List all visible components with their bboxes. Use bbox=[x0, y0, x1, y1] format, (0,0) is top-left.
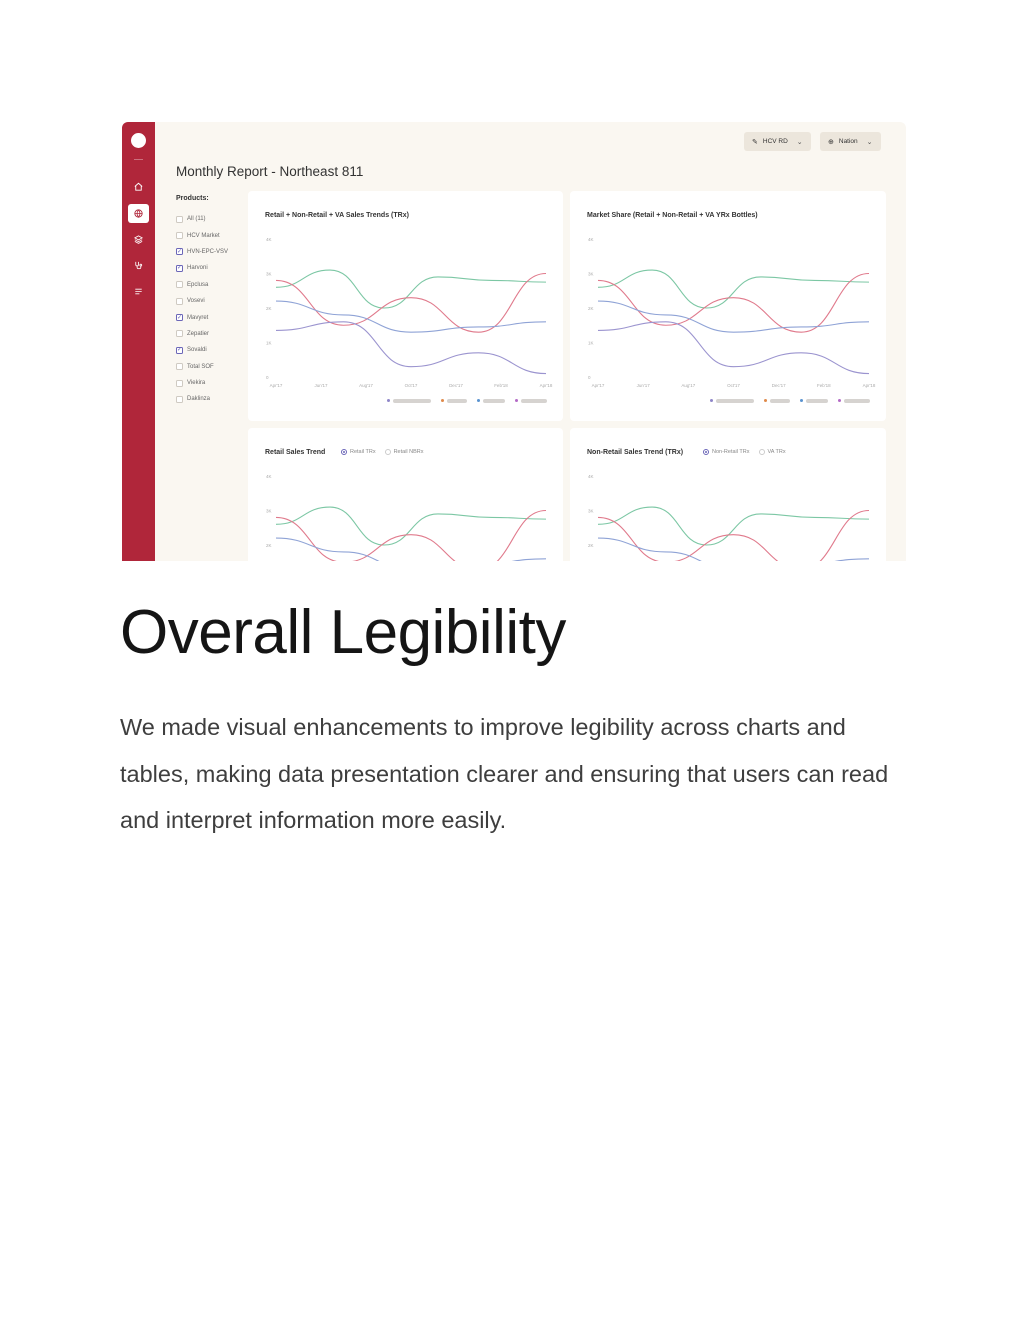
product-checkbox[interactable]: ✓ bbox=[176, 314, 183, 321]
radio-option[interactable] bbox=[385, 449, 424, 455]
rail-item-globe[interactable] bbox=[128, 204, 149, 223]
legend-placeholder bbox=[447, 399, 467, 403]
series-line bbox=[598, 322, 869, 374]
legend-placeholder bbox=[483, 399, 505, 403]
product-label: Mavyret bbox=[187, 314, 209, 321]
series-line bbox=[276, 507, 546, 545]
product-checkbox[interactable]: ✓ bbox=[176, 265, 183, 272]
x-tick-label: Aug'17 bbox=[681, 383, 696, 388]
chart-legend bbox=[710, 399, 870, 403]
x-tick-label: Oct'17 bbox=[727, 383, 740, 388]
x-tick-label: Apr'17 bbox=[591, 383, 605, 388]
line-chart bbox=[570, 428, 886, 561]
legend-item[interactable] bbox=[477, 399, 505, 403]
chart-title: Retail Sales Trend bbox=[265, 449, 326, 456]
rail-item-home[interactable] bbox=[128, 177, 149, 196]
y-tick-label: 2K bbox=[266, 306, 272, 311]
y-tick-label: 0 bbox=[266, 375, 269, 380]
radio-label: VA TRx bbox=[767, 449, 786, 455]
home-icon bbox=[133, 181, 144, 192]
dashboard-screenshot bbox=[122, 122, 906, 561]
product-checkbox[interactable] bbox=[176, 298, 183, 305]
y-tick-label: 4K bbox=[588, 237, 594, 242]
radio-dot[interactable] bbox=[703, 449, 709, 455]
legend-swatch bbox=[515, 399, 518, 402]
product-filter-item[interactable] bbox=[176, 277, 228, 293]
product-label: Total SOF bbox=[187, 363, 214, 370]
legend-item[interactable] bbox=[800, 399, 828, 403]
x-tick-label: Aug'17 bbox=[359, 383, 373, 388]
legend-placeholder bbox=[806, 399, 828, 403]
product-filter-item[interactable] bbox=[176, 211, 228, 227]
y-tick-label: 4K bbox=[266, 474, 272, 479]
y-tick-label: 2K bbox=[588, 306, 594, 311]
x-tick-label: Apr'17 bbox=[269, 383, 283, 388]
product-checkbox[interactable] bbox=[176, 232, 183, 239]
chart-card-non-retail-sales bbox=[570, 428, 886, 561]
y-tick-label: 3K bbox=[266, 271, 272, 277]
globe-icon: ⊕ bbox=[828, 138, 834, 146]
series-line bbox=[276, 274, 546, 333]
product-label: Sovaldi bbox=[187, 347, 207, 354]
y-tick-label: 1K bbox=[266, 340, 272, 346]
product-checkbox[interactable] bbox=[176, 363, 183, 370]
y-tick-label: 3K bbox=[266, 508, 272, 514]
legend-swatch bbox=[838, 399, 841, 402]
product-filter-item[interactable] bbox=[176, 326, 228, 342]
legend-placeholder bbox=[844, 399, 870, 403]
product-label: Viekira bbox=[187, 380, 206, 387]
product-filter-item[interactable] bbox=[176, 293, 228, 309]
app-logo[interactable] bbox=[131, 133, 146, 148]
non-retail-radio-group bbox=[703, 449, 786, 455]
nav-rail bbox=[122, 122, 155, 561]
x-tick-label: Jun'17 bbox=[314, 383, 328, 388]
product-checkbox[interactable] bbox=[176, 380, 183, 387]
y-tick-label: 4K bbox=[588, 474, 594, 479]
product-label: Daklinza bbox=[187, 396, 211, 403]
chart-title: Non-Retail Sales Trend (TRx) bbox=[587, 449, 684, 456]
series-line bbox=[598, 270, 869, 308]
scope-select-label: Nation bbox=[838, 138, 858, 145]
x-tick-label: Feb'18 bbox=[494, 383, 508, 388]
product-checkbox[interactable] bbox=[176, 396, 183, 403]
legend-placeholder bbox=[393, 399, 431, 403]
y-tick-label: 2K bbox=[266, 543, 272, 548]
product-filter-item[interactable] bbox=[176, 342, 228, 358]
legend-item[interactable] bbox=[387, 399, 431, 403]
chart-legend bbox=[387, 399, 547, 403]
y-tick-label: 3K bbox=[588, 508, 594, 514]
radio-label: Retail NBRx bbox=[393, 449, 424, 455]
legend-item[interactable] bbox=[441, 399, 467, 403]
rail-item-menu[interactable] bbox=[128, 282, 149, 301]
product-label: Vosevi bbox=[187, 298, 205, 305]
legend-item[interactable] bbox=[710, 399, 754, 403]
x-tick-label: Dec'17 bbox=[449, 383, 463, 388]
product-filter-item[interactable] bbox=[176, 375, 228, 391]
globe-icon bbox=[133, 208, 144, 219]
menu-lines-icon bbox=[133, 286, 144, 297]
y-tick-label: 0 bbox=[588, 375, 591, 380]
product-filter-item[interactable] bbox=[176, 391, 228, 407]
legend-swatch bbox=[764, 399, 767, 402]
radio-dot[interactable] bbox=[385, 449, 391, 455]
legend-item[interactable] bbox=[515, 399, 547, 403]
product-filter-item[interactable] bbox=[176, 359, 228, 375]
legend-placeholder bbox=[521, 399, 547, 403]
product-label: HCV Market bbox=[187, 232, 220, 239]
legend-item[interactable] bbox=[764, 399, 790, 403]
radio-dot[interactable] bbox=[759, 449, 765, 455]
product-filter-item[interactable] bbox=[176, 227, 228, 243]
x-tick-label: Oct'17 bbox=[404, 383, 418, 388]
product-label: Harvoni bbox=[187, 265, 208, 272]
product-filter-item[interactable] bbox=[176, 244, 228, 260]
line-chart bbox=[570, 191, 886, 421]
layers-icon bbox=[133, 234, 144, 245]
product-label: HVN-EPC-VSV bbox=[187, 248, 229, 255]
product-checkbox[interactable] bbox=[176, 216, 183, 223]
y-tick-label: 2K bbox=[588, 543, 594, 548]
market-select-label: HCV RD bbox=[762, 138, 788, 145]
product-label: Zepatier bbox=[187, 330, 210, 337]
series-line bbox=[276, 270, 546, 308]
products-list bbox=[176, 211, 228, 408]
series-line bbox=[276, 301, 546, 332]
product-label: All (11) bbox=[187, 216, 206, 223]
radio-label: Retail TRx bbox=[350, 449, 376, 455]
product-checkbox[interactable]: ✓ bbox=[176, 347, 183, 354]
chart-card-total-sales bbox=[248, 191, 563, 421]
line-chart bbox=[248, 191, 563, 421]
y-tick-label: 4K bbox=[266, 237, 272, 242]
section-body: We made visual enhancements to improve legibility across charts and tables, making data presentation clearer and ensuring that users can read and interpret information more easily. bbox=[120, 714, 889, 833]
y-tick-label: 3K bbox=[588, 271, 594, 277]
series-line bbox=[276, 322, 546, 374]
stethoscope-icon bbox=[133, 260, 144, 271]
x-tick-label: Apr'18 bbox=[862, 383, 876, 388]
product-label: Epclusa bbox=[187, 281, 209, 288]
pill-icon: ✎ bbox=[752, 138, 758, 146]
series-line bbox=[598, 538, 869, 561]
products-heading: Products: bbox=[176, 195, 209, 202]
chevron-down-icon: ⌄ bbox=[796, 138, 803, 146]
x-tick-label: Dec'17 bbox=[771, 383, 786, 388]
rail-item-layers[interactable] bbox=[128, 230, 149, 249]
line-chart bbox=[248, 428, 563, 561]
legend-placeholder bbox=[770, 399, 790, 403]
series-line bbox=[598, 507, 869, 545]
product-checkbox[interactable]: ✓ bbox=[176, 248, 183, 255]
market-select[interactable] bbox=[744, 132, 811, 151]
y-tick-label: 1K bbox=[588, 340, 594, 346]
section-heading: Overall Legibility bbox=[120, 598, 566, 667]
x-tick-label: Jun'17 bbox=[636, 383, 650, 388]
series-line bbox=[276, 538, 546, 561]
product-filter-item[interactable] bbox=[176, 309, 228, 325]
legend-swatch bbox=[387, 399, 390, 402]
radio-option[interactable] bbox=[341, 449, 376, 455]
legend-item[interactable] bbox=[838, 399, 870, 403]
rail-divider bbox=[134, 159, 143, 160]
product-checkbox[interactable] bbox=[176, 281, 183, 288]
scope-select[interactable] bbox=[820, 132, 881, 151]
series-line bbox=[598, 274, 869, 333]
x-tick-label: Apr'18 bbox=[539, 383, 553, 388]
series-line bbox=[598, 301, 869, 332]
legend-swatch bbox=[477, 399, 480, 402]
chevron-down-icon: ⌄ bbox=[866, 138, 873, 146]
chart-title: Market Share (Retail + Non-Retail + VA YRx Bottles) bbox=[587, 212, 758, 219]
radio-dot[interactable] bbox=[341, 449, 347, 455]
legend-swatch bbox=[441, 399, 444, 402]
chart-card-retail-sales bbox=[248, 428, 563, 561]
x-tick-label: Feb'18 bbox=[817, 383, 831, 388]
radio-option[interactable] bbox=[703, 449, 750, 455]
chart-card-market-share bbox=[570, 191, 886, 421]
retail-radio-group bbox=[341, 449, 424, 455]
legend-placeholder bbox=[716, 399, 754, 403]
legend-swatch bbox=[800, 399, 803, 402]
product-filter-item[interactable] bbox=[176, 260, 228, 276]
rail-item-stethoscope[interactable] bbox=[128, 256, 149, 275]
chart-title: Retail + Non-Retail + VA Sales Trends (TRx) bbox=[265, 212, 409, 219]
product-checkbox[interactable] bbox=[176, 330, 183, 337]
page-title: Monthly Report - Northeast 811 bbox=[176, 164, 364, 179]
radio-option[interactable] bbox=[759, 449, 786, 455]
radio-label: Non-Retail TRx bbox=[712, 449, 750, 455]
legend-swatch bbox=[710, 399, 713, 402]
